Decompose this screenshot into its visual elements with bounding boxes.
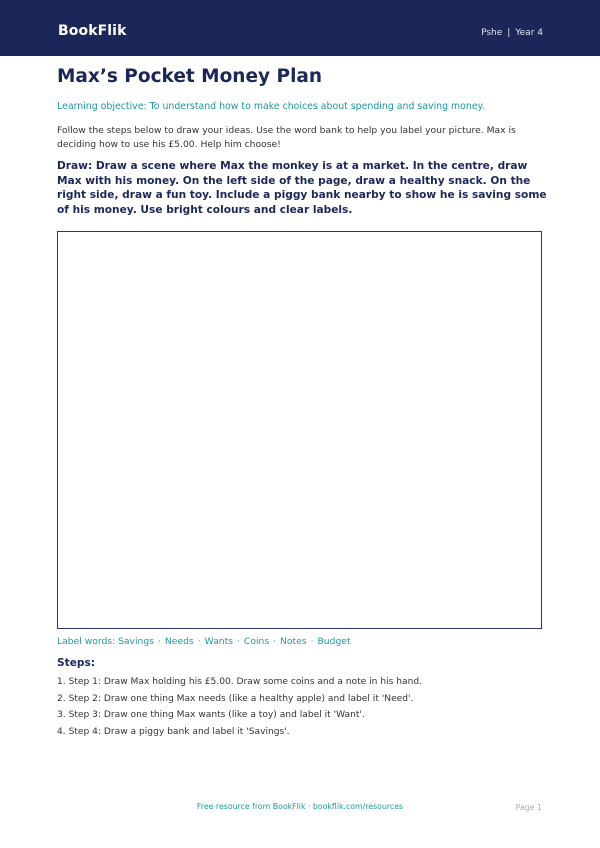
word-separator: ·	[236, 636, 240, 647]
drawing-area[interactable]	[57, 231, 542, 629]
footer-credit[interactable]: Free resource from BookFlik · bookflik.com/resources	[196, 802, 404, 811]
word-bank-prefix: Label words:	[57, 636, 116, 647]
word-bank-word: Savings	[118, 636, 154, 647]
word-bank-word: Notes	[280, 636, 307, 647]
word-bank	[57, 635, 351, 648]
year-label: Year 4	[515, 28, 543, 38]
word-separator: ·	[310, 636, 314, 647]
brand-logo[interactable]: BookFlik	[58, 23, 127, 39]
page-title: Max’s Pocket Money Plan	[57, 66, 323, 87]
intro-text: Follow the steps below to draw your ideas. Use the word bank to help you label your picture. Max is deciding how to use his £5.00. Help him choose!	[57, 125, 516, 150]
word-separator: ·	[158, 636, 161, 647]
step-item: 4. Step 4: Draw a piggy bank and label it 'Savings'.	[57, 727, 290, 738]
learning-objective: Learning objective: To understand how to make choices about spending and saving money.	[57, 101, 485, 112]
subject-label: Pshe	[481, 28, 503, 38]
meta-separator: |	[507, 28, 511, 38]
word-bank-word: Wants	[204, 636, 233, 647]
word-separator: ·	[273, 636, 277, 647]
word-bank-word: Coins	[243, 636, 270, 647]
word-bank-word: Budget	[317, 636, 351, 647]
draw-instruction: Draw: Draw a scene where Max the monkey is at a market. In the centre, draw Max with his money. On the left side of the page, draw a healthy snack. On the right side, draw a fun toy. Include a piggy bank nearby to show he is saving some of his money. Use bright colours and clear labels.	[57, 160, 547, 216]
word-bank-word: Needs	[164, 636, 194, 647]
page-number: Page 1	[515, 803, 542, 812]
word-separator: ·	[197, 636, 201, 647]
header-bar	[0, 0, 600, 56]
step-item: 3. Step 3: Draw one thing Max wants (like a toy) and label it 'Want'.	[57, 710, 365, 721]
steps-list	[57, 676, 422, 743]
step-item: 1. Step 1: Draw Max holding his £5.00. Draw some coins and a note in his hand.	[57, 677, 423, 687]
subject-year-meta	[481, 27, 543, 39]
steps-heading: Steps:	[57, 657, 96, 669]
step-item: 2. Step 2: Draw one thing Max needs (like a healthy apple) and label it 'Need'.	[57, 693, 414, 704]
